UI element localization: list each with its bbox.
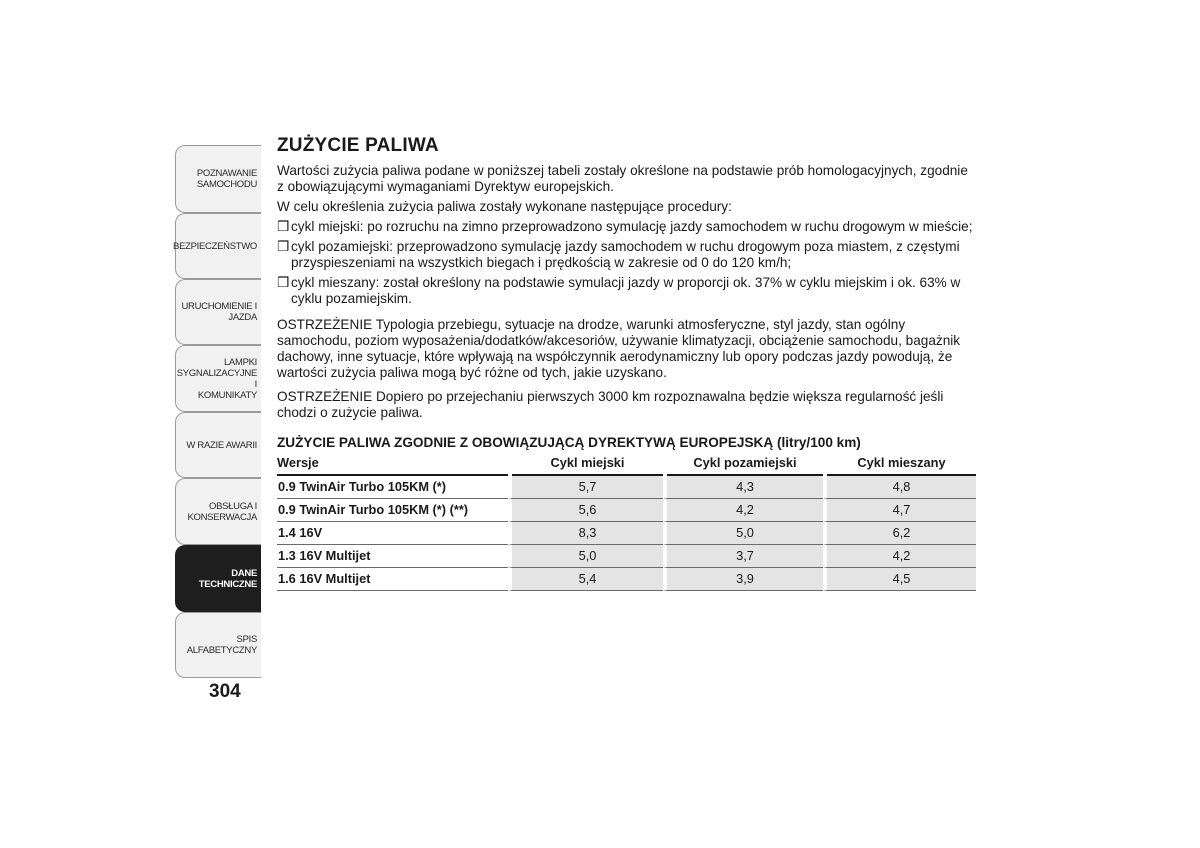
value-cell: 4,5 (823, 568, 976, 591)
tab-label: W RAZIE AWARII (186, 439, 257, 451)
bullet-text: cykl miejski: po rozruchu na zimno przeprowadzono symulację jazdy samochodem w ruchu drogowym w mieście; (291, 219, 973, 234)
version-cell: 0.9 TwinAir Turbo 105KM (*) (**) (277, 499, 508, 522)
version-cell: 0.9 TwinAir Turbo 105KM (*) (277, 476, 508, 499)
value-cell: 5,0 (663, 522, 823, 545)
column-header: Cykl miejski (508, 453, 663, 476)
fuel-consumption-table (277, 453, 976, 591)
value-cell: 4,3 (663, 476, 823, 499)
bullet-text: cykl mieszany: został określony na podstawie symulacji jazdy w proporcji ok. 37% w cyklu miejskim i ok. 63% w cyklu pozamiejskim. (291, 275, 961, 306)
checkbox-square-icon: ❒ (277, 275, 290, 290)
tab-w-razie-awarii[interactable] (175, 412, 261, 478)
page-number: 304 (209, 681, 241, 702)
procedures-intro: W celu określenia zużycia paliwa zostały wykonane następujące procedury: (277, 199, 732, 214)
table-row (277, 545, 976, 568)
checkbox-square-icon: ❒ (277, 239, 290, 254)
tab-poznawanie-samochodu[interactable] (175, 145, 261, 213)
value-cell: 5,7 (508, 476, 663, 499)
table-row (277, 522, 976, 545)
value-cell: 4,7 (823, 499, 976, 522)
tab-dane-techniczne[interactable] (175, 545, 261, 612)
tab-label: BEZPIECZEŃSTWO (173, 240, 257, 252)
table-title: ZUŻYCIE PALIWA ZGODNIE Z OBOWIĄZUJĄCĄ DYREKTYWĄ EUROPEJSKĄ (litry/100 km) (277, 435, 861, 450)
version-cell: 1.3 16V Multijet (277, 545, 508, 568)
tab-spis-alfabetyczny[interactable] (175, 612, 261, 678)
tab-label: DANE TECHNICZNE (198, 567, 257, 590)
table-row (277, 499, 976, 522)
column-header: Wersje (277, 453, 508, 476)
table-row (277, 568, 976, 591)
tab-obsluga-i-konserwacja[interactable] (175, 478, 261, 545)
tab-label: LAMPKI SYGNALIZACYJNE I KOMUNIKATY (176, 356, 257, 401)
value-cell: 3,9 (663, 568, 823, 591)
bullet-text: cykl pozamiejski: przeprowadzono symulację jazdy samochodem w ruchu drogowym poza miastem, z częstymi przyspieszeniami na wszystkich biegach i prędkością w zakresie od 0 do 120 km/h; (291, 239, 960, 270)
value-cell: 4,8 (823, 476, 976, 499)
tab-label: URUCHOMIENIE I JAZDA (181, 301, 257, 323)
value-cell: 3,7 (663, 545, 823, 568)
table-header-row (277, 453, 976, 476)
main-content (277, 135, 977, 591)
tab-label: SPIS ALFABETYCZNY (186, 634, 257, 656)
value-cell: 6,2 (823, 522, 976, 545)
version-cell: 1.4 16V (277, 522, 508, 545)
warning-paragraph: OSTRZEŻENIE Typologia przebiegu, sytuacje na drodze, warunki atmosferyczne, styl jazdy, stan ogólny samochodu, poziom wyposażenia/dodatków/akcesoriów, używanie klimatyzacji, obciążenie samochodu, bagażnik dachowy, inne sytuacje, które wpływają na współczynnik aerodynamiczny lub opory podczas jazdy powodują, że wartości zużycia paliwa mogą być różne od tych, jakie uzyskano. (277, 317, 961, 380)
page-title: ZUŻYCIE PALIWA (277, 135, 439, 156)
value-cell: 4,2 (823, 545, 976, 568)
tab-lampki-sygnalizacyjne[interactable] (175, 345, 261, 412)
tab-bezpieczenstwo[interactable] (175, 213, 261, 279)
list-item (277, 239, 977, 271)
checkbox-square-icon: ❒ (277, 219, 290, 234)
version-cell: 1.6 16V Multijet (277, 568, 508, 591)
list-item (277, 219, 977, 235)
value-cell: 5,6 (508, 499, 663, 522)
warning-paragraph: OSTRZEŻENIE Dopiero po przejechaniu pierwszych 3000 km rozpoznawalna będzie większa regularność jeśli chodzi o zużycie paliwa. (277, 389, 944, 420)
table-row (277, 476, 976, 499)
column-header: Cykl mieszany (823, 453, 976, 476)
value-cell: 5,0 (508, 545, 663, 568)
tab-label: OBSŁUGA I KONSERWACJA (187, 500, 257, 523)
value-cell: 4,2 (663, 499, 823, 522)
list-item (277, 275, 977, 307)
intro-paragraph: Wartości zużycia paliwa podane w poniższej tabeli zostały określone na podstawie prób homologacyjnych, zgodnie z obowiązującymi wymaganiami Dyrektyw europejskich. (277, 163, 968, 194)
value-cell: 5,4 (508, 568, 663, 591)
tab-uruchomienie-i-jazda[interactable] (175, 279, 261, 345)
value-cell: 8,3 (508, 522, 663, 545)
column-header: Cykl pozamiejski (663, 453, 823, 476)
tab-label: POZNAWANIE SAMOCHODU (196, 168, 257, 190)
